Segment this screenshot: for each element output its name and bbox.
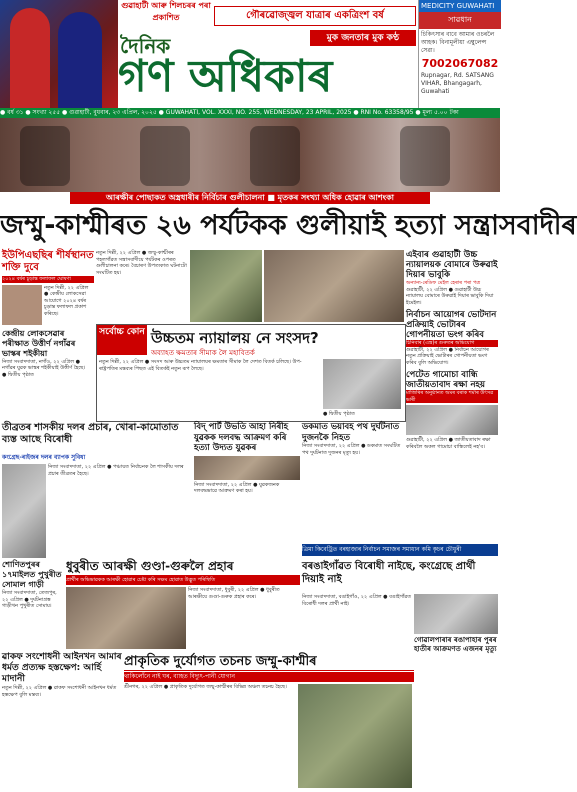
ad-title: সাৱধান <box>419 12 501 29</box>
upsc-headline: ইউপিএছছিৰ শীৰ্ষস্থানত শক্তি দুবে <box>2 250 94 273</box>
accident-body: নিজা সংবাদদাতা, ২২ এপ্ৰিল ● ডকমাত সংঘটিত পথ দুৰ্ঘটনাত দুজনৰ মৃত্যু হয়। <box>302 443 401 456</box>
gamosa-photo <box>406 405 498 435</box>
campaign-sub: কংগ্ৰেছ-ৰাইজৰ দলৰ ব্যাপক সুবিধা <box>2 452 192 462</box>
sonitpur-headline: শোণিতপুৰৰ ১৭মাইলত পুখুৰীত সোমাল গাড়ী <box>2 560 62 589</box>
disaster-headline: প্ৰাকৃতিক দুৰ্যোগত তচনচ জম্মু-কাশ্মীৰ <box>124 652 414 671</box>
sonitpur-body: নিজা সংবাদদাতা, তেজপুৰ, ২২ এপ্ৰিল ● দুৰ্ঘটনাগ্ৰস্ত গাড়ীখন পুখুৰীত সোমায়। <box>2 590 57 609</box>
hc-threat-sub: অন্যান্য-ৰেডিফ মেইল হেৰাৰ পৰা পত্ৰ <box>406 280 481 286</box>
assault-photo <box>194 456 300 480</box>
dateline-bar: ● বৰ্ষ ৩১ ● সংখ্যা ২৫৫ ● গুৱাহাটী, বুধবাৰ, ২৩ এপ্ৰিল, ২০২৫ ● GUWAHATI, VOL. XXXI, NO. 255, WEDNESDAY, 23 APRIL, 2025 ● RNI No. 63358/95 ● মূল্য ৫.০০ টকা <box>0 108 500 118</box>
masthead <box>0 0 500 108</box>
assault-body: নিজা সংবাদদাতা, ২২ এপ্ৰিল ● যুৱকজনক দলবদ্ধভাৱে আক্ৰমণ কৰা হয়। <box>194 481 280 494</box>
dhubri-body: নিজা সংবাদদাতা, ধুবুৰী, ২২ এপ্ৰিল ● ধুবুৰীত আৰক্ষীয়ে গুণ্ডা-গুৰুক প্ৰহাৰ কৰে। <box>188 587 280 600</box>
waqf-block <box>2 652 122 790</box>
disaster-body: শ্ৰীনগৰ, ২২ এপ্ৰিল ● প্ৰাকৃতিক দুৰ্যোগত জম্মু-কাশ্মীৰৰ বিভিন্ন অঞ্চল তচনচ হৈছে। <box>124 684 287 690</box>
hero-caption: আৰক্ষীৰ পোছাকত অস্ত্ৰধাৰীৰ নিৰ্বিচাৰ গুলীচালনা ■ মৃতকৰ সংখ্যা অধিক হোৱাৰ আশংকা <box>70 192 430 204</box>
court-more: ● দ্বিতীয় পৃষ্ঠাত <box>323 411 355 417</box>
disaster-sub: থাকিলোঁনে নাই ঘৰ, ব্যাহত বিদ্যুৎ-পানী যোগান <box>124 672 414 682</box>
ad-address: Rupnagar, Rd. SATSANG VIHAR, Bhangagarh, Guwahati <box>421 72 494 95</box>
nagaon-body: নিজা সংবাদদাতা, নগাঁও, ২২ এপ্ৰিল ● নগাঁৱৰ যুৱক ভাস্কৰ শইকীয়াই উত্তীৰ্ণ হৈছে। <box>2 358 86 371</box>
ec-sub: চিনিবাৰ (এন্ত্ৰ)ৰ গুৰুতৰ অভিযোগ <box>406 340 498 347</box>
court-tag: সৰ্বোচ্চ কোন <box>97 325 147 355</box>
election-banner: ত্ৰিমা কিবেট্ৰিত বৰহাজাৰ নিৰ্বাচন সমাজৰ সমাধান কমি কৃচৰ চৌধুৰী <box>302 544 498 556</box>
gamosa-headline: পেটেত গামোচা বান্ধি জাতীয়তাবাদ ৰক্ষা নহয় <box>406 370 485 390</box>
bongaigaon-body: নিজা সংবাদদাতা, বঙাইগাঁও, ২২ এপ্ৰিল ● বঙাইগাঁৱত বিৰোধী দলৰ প্ৰাৰ্থী নাই। <box>302 594 412 607</box>
mid-right-block <box>302 422 404 542</box>
sonitpur-block <box>2 560 64 620</box>
hc-threat-body: গুৱাহাটী, ২২ এপ্ৰিল ● গুৱাহাটী উচ্চ ন্যায়ালয় বোমাৰে উৰুৱাই দিয়াৰ ভাবুকি দিয়া ইমেইল। <box>406 286 494 306</box>
left-more: ● দ্বিতীয় পৃষ্ঠাত <box>2 371 34 378</box>
court-sub: অব্যাহত ক্ষমতাৰ সীমাক লৈ মহাবিতৰ্ক <box>151 349 255 357</box>
egret-photo <box>2 464 46 558</box>
cricket-photo <box>0 0 118 108</box>
nagaon-headline: কেন্দ্ৰীয় লোকসেৱাৰ পৰীক্ষাত উত্তীৰ্ণ নগাঁৱৰ ভাস্কৰ শইকীয়া <box>2 328 76 358</box>
anniversary-line: গৌৰৱোজ্জ্বল যাত্ৰাৰ একত্ৰিংশ বৰ্ষ <box>214 6 416 26</box>
hero-photo <box>0 118 500 192</box>
court-box <box>96 324 406 422</box>
right-column <box>406 250 498 540</box>
red-tag: গুৱাহাটী আৰু শিলচৰৰ পৰা প্ৰকাশিত <box>120 0 212 28</box>
hospital-ad <box>418 0 501 108</box>
gamosa-body: গুৱাহাটী, ২২ এপ্ৰিল ● জাতীয়তাবাদ ৰক্ষা কৰিবলৈ অকল গামোচা বান্ধিলেই নহ'ব। <box>406 437 491 450</box>
ad-text: চিকিৎসাৰ বাবে আমাৰ ওচৰলৈ আহক। বিনামূলীয়া এম্বুলেন্স সেৱা। <box>421 31 495 54</box>
court-headline: উচ্চতম ন্যায়ালয় নে সংসদ? <box>151 329 319 347</box>
ec-body: গুৱাহাটী, ২২ এপ্ৰিল ● নিৰ্বাচন আয়োগৰ নতুন প্ৰক্ৰিয়াই ভোটাৰৰ গোপনীয়তা ভংগ কৰিব বুলি অভিযোগ। <box>406 346 489 366</box>
dhubri-sub: প্ৰাৰ্থীৰ অভিভাৱকক আৰক্ষী হোৱাৰ চেষ্টা কৰি সক্ষম হোৱাত উদ্ভূত পৰিস্থিতি <box>66 575 300 585</box>
center-body-column: নতুন দিল্লী, ২২ এপ্ৰিল ● জম্মু-কাশ্মীৰৰ পহলগাঁৱত সন্ত্ৰাসবাদীয়ে পৰ্যটকৰ ওপৰত গুলীচালনা কৰে। বৈচাৰণ উপত্যকাত ঘটনাটো সংঘটিত হয়। <box>96 250 187 276</box>
bongaigaon-photo <box>414 594 498 634</box>
court-photo <box>323 359 401 409</box>
ad-phone: 7002067082 <box>421 57 499 70</box>
court-body: নতুন দিল্লী, ২২ এপ্ৰিল ● সংসদ আৰু উচ্চতম ন্যায়ালয়ৰ ক্ষমতাৰ সীমাক লৈ দেশত বিতৰ্ক চলিছে। উপ-ৰাষ্ট্ৰপতিৰ মন্তব্যৰ পিছত এই বিতৰ্কই নতুন ৰূপ লৈছে। <box>99 359 302 372</box>
topper-photo <box>2 285 42 325</box>
goalpara-body <box>414 698 498 788</box>
mid-center-block <box>194 422 300 522</box>
newspaper-logo: গণ অধিকাৰ <box>118 51 333 102</box>
campaign-headline: তীব্ৰতৰ শাসকীয় দলৰ প্ৰচাৰ, খোৰা-কামোতাত ব্যস্ত আছে বিৰোধী <box>2 422 179 445</box>
assault-headline: বিদ্ পাৰ্ট উভতি আহা নিৰীহ যুৱকক দলবদ্ধ আক্ৰমণ কৰি হত্যা উদ্যত যুৱকৰ <box>194 422 289 453</box>
upsc-body: নতুন দিল্লী, ২২ এপ্ৰিল ● কেন্দ্ৰীয় লোকসেৱা আয়োগে ২০২৪ বৰ্ষৰ চূড়ান্ত ফলাফল প্ৰকাশ কৰিছে। <box>44 284 89 317</box>
pahalgam-photo-1 <box>190 250 262 322</box>
mid-left-headline-block <box>2 422 192 452</box>
dainik-label: দৈনিক <box>120 34 171 58</box>
accident-headline: ডকমাত ভয়াবহ পথ দুৰ্ঘটনাত দুজনকৈ নিহত <box>302 422 400 443</box>
hc-threat-headline: এইবাৰ গুৱাহাটী উচ্চ ন্যায়ালয়ক বোমাৰে উৰুৱাই দিয়াৰ ভাবুকি <box>406 250 498 280</box>
tagline: মুক জনতাৰ মুক কণ্ঠ <box>310 30 416 46</box>
goalpara-headline: গোৱালপাৰাৰ ৰঙাপাহাৰ পুৰৰ হাতীৰ আক্ৰমণত এজনৰ মৃত্যু <box>414 636 497 653</box>
pahalgam-photo-2 <box>264 250 404 322</box>
waqf-headline: ৱাকফ সংশোধনী আইনখন আমাৰ ধৰ্মত প্ৰত্যক্ষ হস্তক্ষেপ: আৰ্হি মাদানী <box>2 652 122 684</box>
bongaigaon-headline: বৰঙাইগাঁৱত বিৰোধী নাইছে, কংগ্ৰেছে প্ৰাৰ্থী দিয়াই নাই <box>302 561 476 585</box>
main-headline: জম্মু-কাশ্মীৰত ২৬ পৰ্যটকক গুলীয়াই হত্যা সন্ত্ৰাসবাদীৰ <box>0 210 577 241</box>
gamosa-sub: মাজিৰিৰ অনুষ্ঠানত অমৰ বৰাক শৰ্মাৰ উৎসৱ ভাৰী <box>406 390 498 403</box>
disaster-photo <box>298 684 412 788</box>
campaign-body: নিজা সংবাদদাতা, ২২ এপ্ৰিল ● পঞ্চায়ত নিৰ্বাচনক লৈ শাসকীয় দলৰ প্ৰচাৰ তীব্ৰতৰ হৈছে। <box>48 464 184 477</box>
ec-headline: নিৰ্বাচন আয়োগৰ ভোটদান প্ৰক্ৰিয়াই ভোটাৰৰ গোপনীয়তা ভংগ কৰিব <box>406 310 497 340</box>
ad-brand: MEDICITY GUWAHATI <box>419 0 501 12</box>
dhubri-photo <box>66 587 186 649</box>
upsc-sub: ২০২৪ বৰ্ষৰ চূড়ান্ত ফলাফল ঘোষণা <box>2 276 94 283</box>
hero-caption-strip <box>0 192 500 204</box>
dhubri-headline: ধুবুৰীত আৰক্ষী গুণ্ডা-গুৰুলৈ প্ৰহাৰ <box>66 559 234 573</box>
waqf-body: নতুন দিল্লী, ২২ এপ্ৰিল ● ৱাকফ সংশোধনী আইনখন ধৰ্মত হস্তক্ষেপ বুলি মন্তব্য। <box>2 685 117 698</box>
